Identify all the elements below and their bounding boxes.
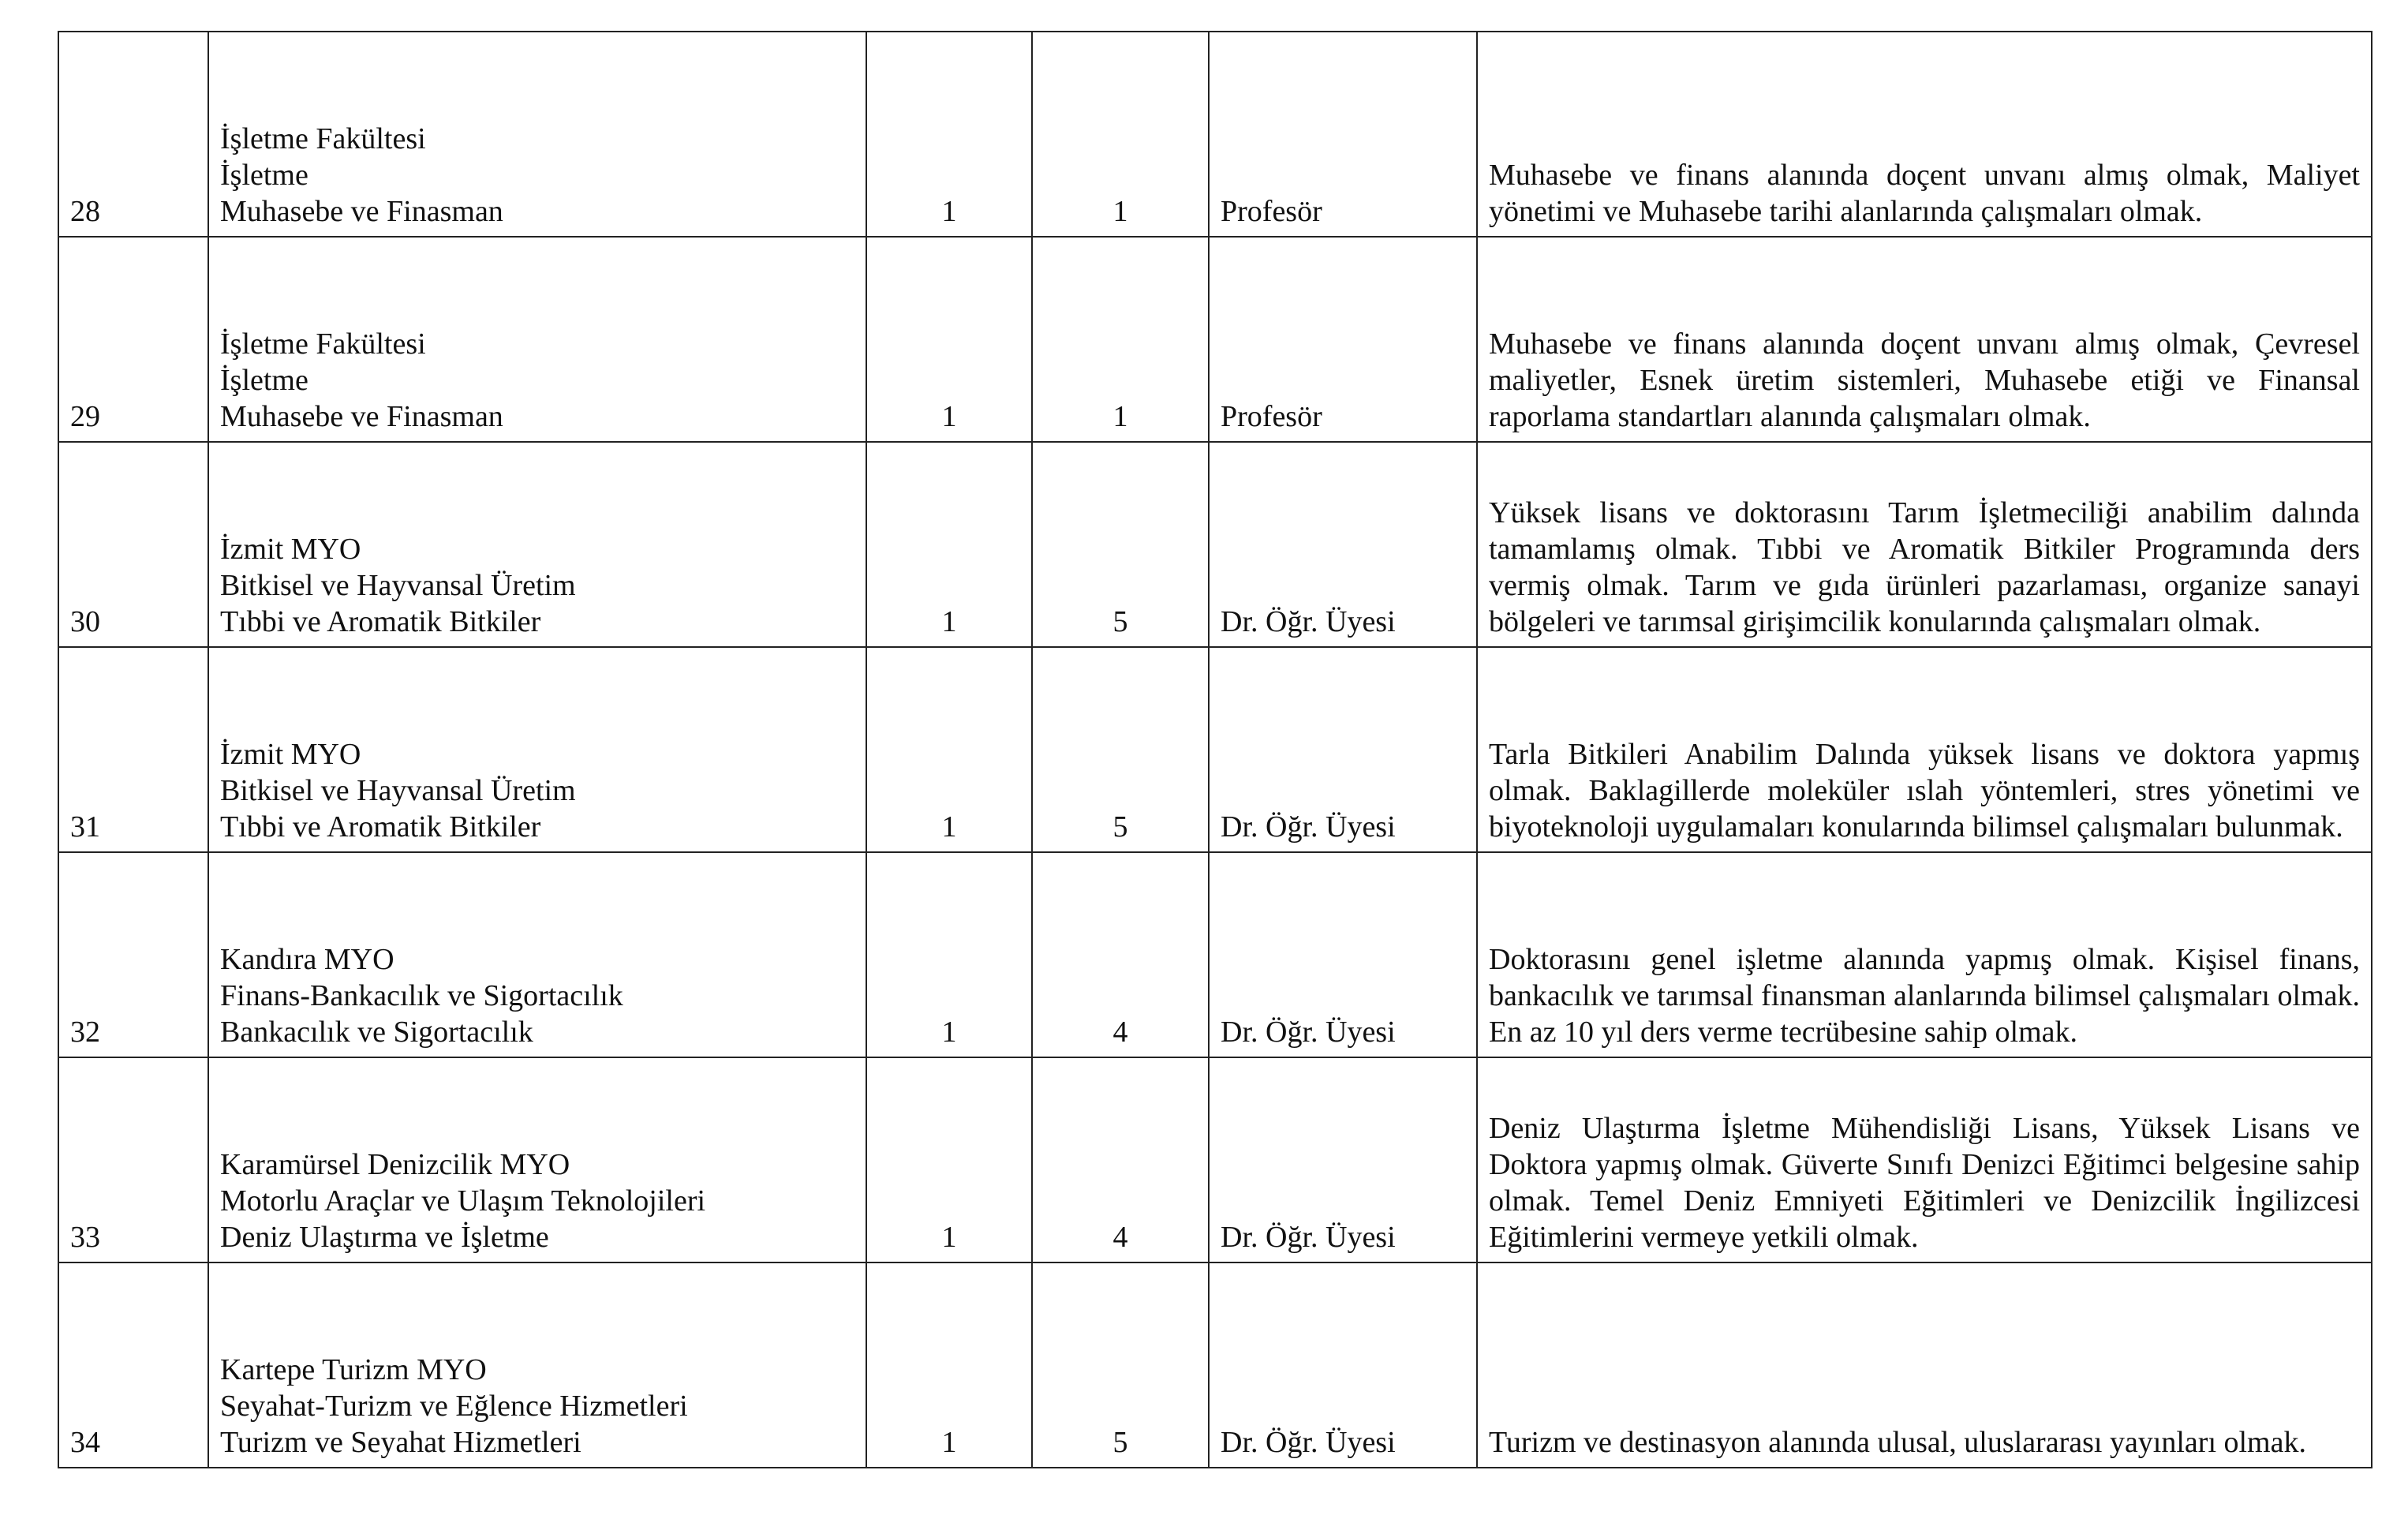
requirement-cell [1477, 442, 2372, 647]
requirement-cell [1477, 647, 2372, 852]
unit-name: İzmit MYO [220, 533, 361, 566]
position-count: 1 [866, 852, 1032, 1057]
requirement-text: Muhasebe ve finans alanında doçent unvanı almış olmak, Çevresel maliyetler, Esnek üretim sistemleri, Muhasebe etiği ve Finansal raporlama standartları alanında çalışmaları olmak. [1489, 327, 2360, 433]
program-name: Deniz Ulaştırma ve İşletme [220, 1221, 549, 1254]
position-count: 1 [866, 1057, 1032, 1262]
department-name: İşletme [220, 364, 308, 397]
degree: 5 [1032, 1262, 1209, 1468]
department-name: Finans-Bankacılık ve Sigortacılık [220, 979, 623, 1012]
requirement-cell [1477, 1262, 2372, 1468]
department-name: Seyahat-Turizm ve Eğlence Hizmetleri [220, 1390, 688, 1423]
table-row [58, 32, 2372, 237]
academic-title: Profesör [1209, 237, 1477, 442]
degree: 1 [1032, 32, 1209, 237]
degree: 1 [1032, 237, 1209, 442]
program-name: Bankacılık ve Sigortacılık [220, 1016, 533, 1049]
unit-cell [208, 442, 866, 647]
requirement-cell [1477, 1057, 2372, 1262]
table-row [58, 237, 2372, 442]
unit-name: İşletme Fakültesi [220, 327, 426, 361]
unit-cell [208, 1057, 866, 1262]
position-count: 1 [866, 647, 1032, 852]
degree: 5 [1032, 442, 1209, 647]
academic-title: Dr. Öğr. Üyesi [1209, 1262, 1477, 1468]
row-number: 28 [58, 32, 208, 237]
unit-cell [208, 237, 866, 442]
row-number: 32 [58, 852, 208, 1057]
row-number: 30 [58, 442, 208, 647]
row-number: 31 [58, 647, 208, 852]
requirement-text: Deniz Ulaştırma İşletme Mühendisliği Lisans, Yüksek Lisans ve Doktora yapmış olmak. Güverte Sınıfı Denizci Eğitimci belgesine sahip olmak. Temel Deniz Emniyeti Eğitimleri ve Denizcilik İngilizcesi Eğitimlerini vermeye yetkili olmak. [1489, 1112, 2360, 1254]
position-count: 1 [866, 442, 1032, 647]
position-table-body [58, 32, 2372, 1468]
table-row [58, 1262, 2372, 1468]
academic-title: Dr. Öğr. Üyesi [1209, 647, 1477, 852]
requirement-text: Yüksek lisans ve doktorasını Tarım İşletmeciliği anabilim dalında tamamlamış olmak. Tıbbi ve Aromatik Bitkiler Programında ders vermiş olmak. Tarım ve gıda ürünleri pazarlaması, organize sanayi bölgeleri ve tarımsal girişimcilik konularında çalışmaları olmak. [1489, 496, 2360, 638]
program-name: Muhasebe ve Finasman [220, 400, 503, 433]
table-row [58, 852, 2372, 1057]
requirement-text: Tarla Bitkileri Anabilim Dalında yüksek lisans ve doktora yapmış olmak. Baklagillerde moleküler ıslah yöntemleri, stres yönetimi ve biyoteknoloji uygulamaları konularında bilimsel çalışmaları bulunmak. [1489, 738, 2360, 844]
row-number: 34 [58, 1262, 208, 1468]
academic-title: Dr. Öğr. Üyesi [1209, 852, 1477, 1057]
requirement-text: Doktorasını genel işletme alanında yapmış olmak. Kişisel finans, bankacılık ve tarımsal finansman alanlarında bilimsel çalışmaları olmak. En az 10 yıl ders verme tecrübesine sahip olmak. [1489, 943, 2360, 1049]
requirement-text: Muhasebe ve finans alanında doçent unvanı almış olmak, Maliyet yönetimi ve Muhasebe tarihi alanlarında çalışmaları olmak. [1489, 159, 2360, 228]
degree: 4 [1032, 852, 1209, 1057]
requirement-cell [1477, 237, 2372, 442]
position-count: 1 [866, 32, 1032, 237]
department-name: Motorlu Araçlar ve Ulaşım Teknolojileri [220, 1184, 706, 1218]
unit-cell [208, 647, 866, 852]
requirement-cell [1477, 32, 2372, 237]
table-row [58, 647, 2372, 852]
department-name: İşletme [220, 159, 308, 192]
academic-title: Profesör [1209, 32, 1477, 237]
table-row [58, 1057, 2372, 1262]
academic-title: Dr. Öğr. Üyesi [1209, 1057, 1477, 1262]
unit-name: Karamürsel Denizcilik MYO [220, 1148, 570, 1181]
position-count: 1 [866, 237, 1032, 442]
academic-title: Dr. Öğr. Üyesi [1209, 442, 1477, 647]
position-table [58, 31, 2372, 1468]
program-name: Turizm ve Seyahat Hizmetleri [220, 1426, 581, 1459]
program-name: Tıbbi ve Aromatik Bitkiler [220, 605, 541, 638]
row-number: 29 [58, 237, 208, 442]
unit-name: Kandıra MYO [220, 943, 394, 976]
unit-cell [208, 1262, 866, 1468]
unit-cell [208, 32, 866, 237]
requirement-text: Turizm ve destinasyon alanında ulusal, uluslararası yayınları olmak. [1489, 1426, 2306, 1459]
department-name: Bitkisel ve Hayvansal Üretim [220, 774, 576, 807]
unit-name: Kartepe Turizm MYO [220, 1353, 487, 1386]
table-row [58, 442, 2372, 647]
unit-name: İzmit MYO [220, 738, 361, 771]
department-name: Bitkisel ve Hayvansal Üretim [220, 569, 576, 602]
row-number: 33 [58, 1057, 208, 1262]
requirement-cell [1477, 852, 2372, 1057]
program-name: Muhasebe ve Finasman [220, 195, 503, 228]
unit-name: İşletme Fakültesi [220, 122, 426, 155]
degree: 5 [1032, 647, 1209, 852]
position-count: 1 [866, 1262, 1032, 1468]
degree: 4 [1032, 1057, 1209, 1262]
unit-cell [208, 852, 866, 1057]
program-name: Tıbbi ve Aromatik Bitkiler [220, 810, 541, 844]
